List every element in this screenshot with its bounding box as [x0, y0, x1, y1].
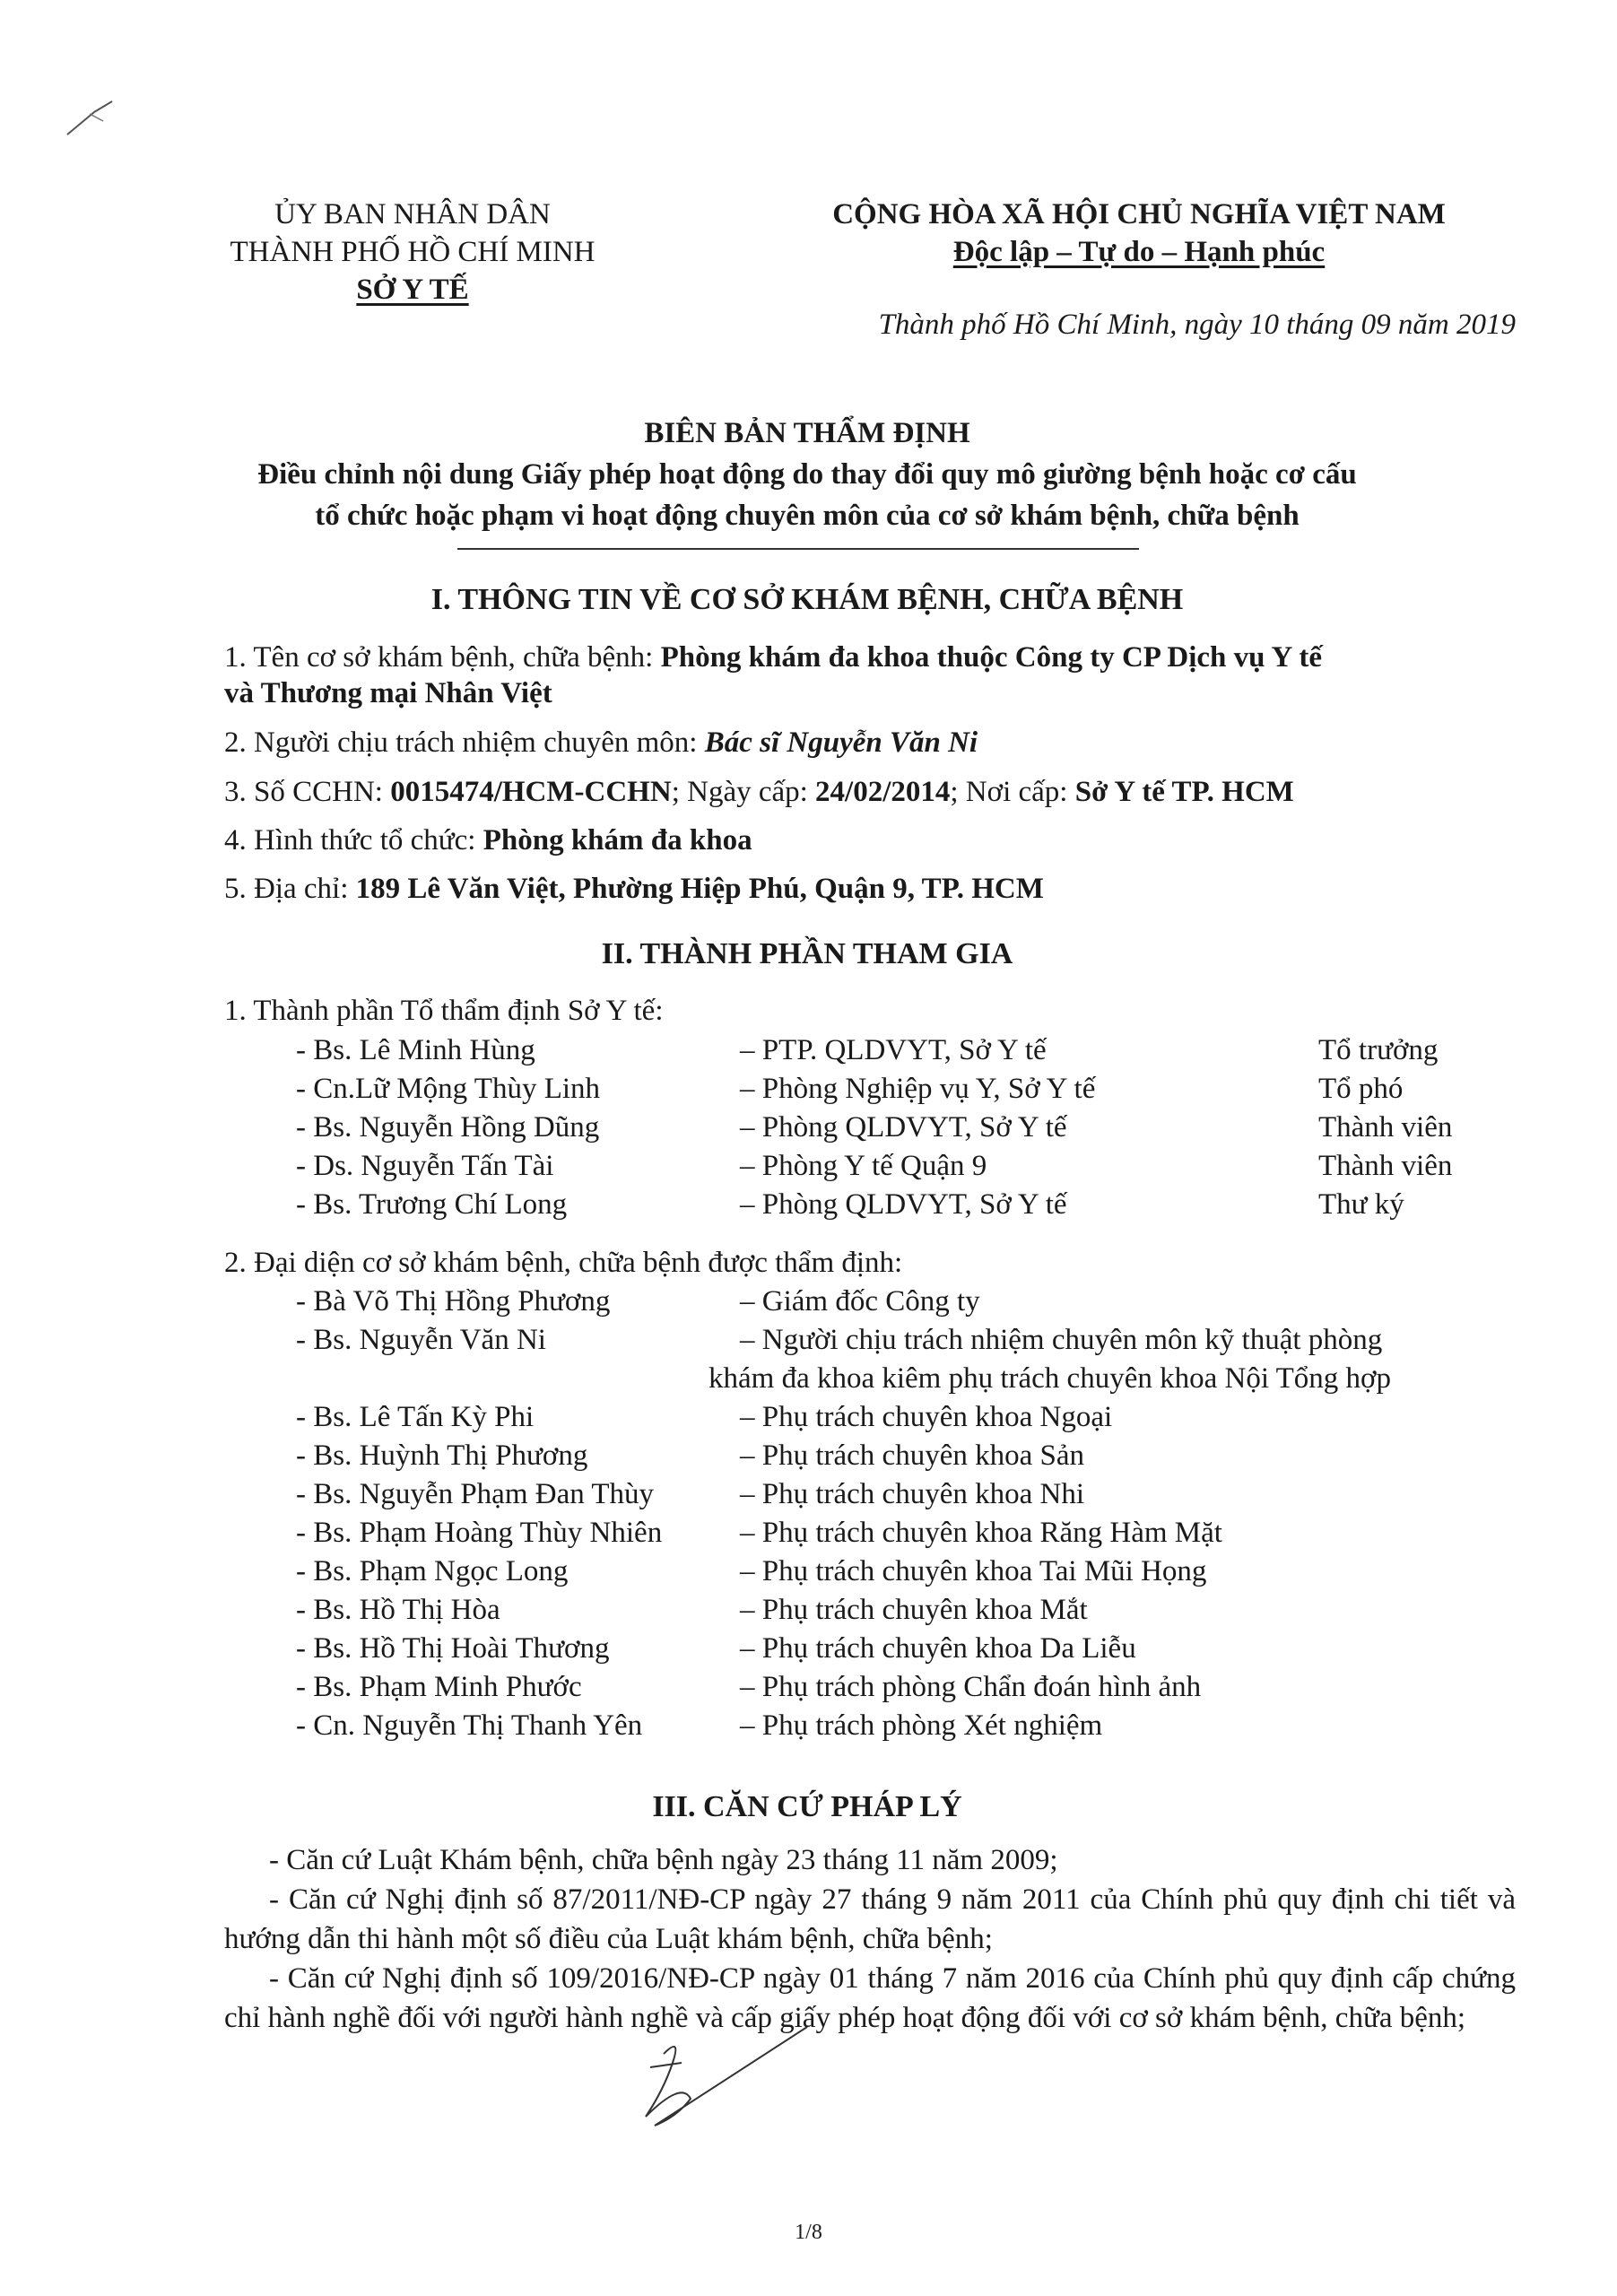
member-position: Tổ trưởng	[1318, 1034, 1439, 1066]
group-2-label: 2. Đại diện cơ sở khám bệnh, chữa bệnh được thẩm định:	[224, 1247, 903, 1279]
page-number: 1/8	[795, 2221, 822, 2244]
member-role: – Phòng QLDVYT, Sở Y tế	[740, 1111, 1067, 1144]
representative-name: - Bà Võ Thị Hồng Phương	[296, 1285, 611, 1318]
issuing-authority	[179, 196, 646, 309]
member-position: Thư ký	[1318, 1188, 1404, 1221]
representative-row	[0, 1668, 1617, 1706]
member-name: - Bs. Lê Minh Hùng	[296, 1034, 535, 1066]
address-value: 189 Lê Văn Việt, Phường Hiệp Phú, Quận 9, TP. HCM	[355, 873, 1044, 905]
section-3-heading: III. CĂN CỨ PHÁP LÝ	[652, 1790, 962, 1823]
representative-name: - Bs. Nguyễn Văn Ni	[296, 1324, 546, 1356]
team-member-row	[0, 1109, 1617, 1146]
representative-name: - Bs. Lê Tấn Kỳ Phi	[296, 1401, 535, 1433]
representative-name: - Bs. Huỳnh Thị Phương	[296, 1439, 588, 1472]
title-sub-1: Điều chỉnh nội dung Giấy phép hoạt động do thay đổi quy mô giường bệnh hoặc cơ cấu	[257, 458, 1357, 491]
representative-name: - Bs. Hồ Thị Hoài Thương	[296, 1632, 610, 1665]
legal-basis-2: - Căn cứ Nghị định số 87/2011/NĐ-CP ngày 27 tháng 9 năm 2011 của Chính phủ quy định chi tiết và hướng dẫn thi hành một số điều của Luật khám bệnh, chữa bệnh;	[224, 1883, 1516, 1955]
member-position: Thành viên	[1318, 1111, 1453, 1144]
member-position: Tổ phó	[1318, 1073, 1404, 1105]
representative-role-cont: khám đa khoa kiêm phụ trách chuyên khoa Nội Tổng hợp	[709, 1362, 1391, 1395]
representative-name: - Cn. Nguyễn Thị Thanh Yên	[296, 1709, 643, 1742]
initials-signature-icon	[628, 2018, 843, 2144]
representative-row	[0, 1630, 1617, 1667]
member-role: – Phòng QLDVYT, Sở Y tế	[740, 1188, 1067, 1221]
team-member-row	[0, 1070, 1617, 1108]
facility-address	[224, 871, 1516, 907]
representative-name: - Bs. Phạm Ngọc Long	[296, 1555, 569, 1587]
representative-row	[0, 1398, 1617, 1436]
facility-name-value-cont: và Thương mại Nhân Việt	[224, 677, 552, 709]
representative-role: – Phụ trách chuyên khoa Răng Hàm Mặt	[740, 1517, 1222, 1549]
representative-row	[0, 1591, 1617, 1629]
team-member-row	[0, 1031, 1617, 1069]
responsible-person-value: Bác sĩ Nguyễn Văn Ni	[704, 726, 978, 759]
organization-form-label: 4. Hình thức tổ chức:	[224, 824, 483, 857]
responsible-person-label: 2. Người chịu trách nhiệm chuyên môn:	[224, 726, 705, 759]
member-name: - Bs. Trương Chí Long	[296, 1188, 568, 1221]
member-name: - Cn.Lữ Mộng Thùy Linh	[296, 1073, 601, 1105]
team-member-row	[0, 1186, 1617, 1223]
facility-name-value: Phòng khám đa khoa thuộc Công ty CP Dịch vụ Y tế	[660, 641, 1322, 674]
representative-row	[0, 1283, 1617, 1320]
team-member-row	[0, 1147, 1617, 1185]
legal-basis-1: - Căn cứ Luật Khám bệnh, chữa bệnh ngày 23 tháng 11 năm 2009;	[269, 1844, 1058, 1876]
representative-name: - Bs. Phạm Minh Phước	[296, 1671, 582, 1703]
member-position: Thành viên	[1318, 1150, 1453, 1182]
representative-name: - Bs. Hồ Thị Hòa	[296, 1594, 500, 1626]
representative-row	[0, 1552, 1617, 1590]
representative-role: – Phụ trách phòng Chẩn đoán hình ảnh	[740, 1671, 1202, 1703]
member-name: - Bs. Nguyễn Hồng Dũng	[296, 1111, 600, 1144]
representative-role: – Phụ trách chuyên khoa Ngoại	[740, 1401, 1113, 1433]
representative-row	[0, 1321, 1617, 1359]
document-date: Thành phố Hồ Chí Minh, ngày 10 tháng 09 năm 2019	[878, 309, 1516, 341]
representative-role: – Phụ trách chuyên khoa Tai Mũi Họng	[740, 1555, 1207, 1587]
authority-line-3: SỞ Y TẾ	[356, 274, 469, 306]
group-1-label: 1. Thành phần Tổ thẩm định Sở Y tế:	[224, 995, 664, 1027]
license-place-label: ; Nơi cấp:	[950, 776, 1075, 808]
country-name: CỘNG HÒA XÃ HỘI CHỦ NGHĨA VIỆT NAM	[832, 198, 1446, 230]
member-role: – Phòng Nghiệp vụ Y, Sở Y tế	[740, 1073, 1096, 1105]
responsible-person	[224, 725, 1516, 761]
license-date-label: ; Ngày cấp:	[671, 776, 816, 808]
title-divider	[457, 548, 1139, 550]
representative-role: – Phụ trách phòng Xét nghiệm	[740, 1709, 1103, 1742]
section-1-heading: I. THÔNG TIN VỀ CƠ SỞ KHÁM BỆNH, CHỮA BỆNH	[430, 583, 1184, 616]
representative-role: – Phụ trách chuyên khoa Nhi	[740, 1478, 1084, 1510]
representative-row-cont	[0, 1360, 1617, 1397]
representative-row	[0, 1514, 1617, 1552]
representative-row	[0, 1475, 1617, 1513]
motto: Độc lập – Tự do – Hạnh phúc	[952, 236, 1326, 268]
representative-role: – Người chịu trách nhiệm chuyên môn kỹ thuật phòng	[740, 1324, 1383, 1356]
representative-name: - Bs. Nguyễn Phạm Đan Thùy	[296, 1478, 655, 1510]
representative-role: – Phụ trách chuyên khoa Mắt	[740, 1594, 1088, 1626]
representative-role: – Phụ trách chuyên khoa Sản	[740, 1439, 1084, 1472]
license-info	[224, 774, 1516, 810]
license-number-label: 3. Số CCHN:	[224, 776, 391, 808]
organization-form-value: Phòng khám đa khoa	[482, 824, 752, 857]
facility-name	[224, 639, 1516, 711]
national-motto	[744, 196, 1534, 271]
address-label: 5. Địa chỉ:	[224, 873, 356, 905]
organization-form	[224, 822, 1516, 858]
member-name: - Ds. Nguyễn Tấn Tài	[296, 1150, 554, 1182]
representative-role: – Phụ trách chuyên khoa Da Liễu	[740, 1632, 1136, 1665]
representative-row	[0, 1437, 1617, 1474]
license-date-value: 24/02/2014	[815, 776, 951, 808]
member-role: – PTP. QLDVYT, Sở Y tế	[740, 1034, 1047, 1066]
title-main: BIÊN BẢN THẨM ĐỊNH	[644, 417, 970, 449]
document-title	[179, 413, 1435, 536]
representative-role: – Giám đốc Công ty	[740, 1285, 980, 1318]
authority-line-1: ỦY BAN NHÂN DÂN	[274, 198, 551, 230]
section-2-heading: II. THÀNH PHẦN THAM GIA	[601, 937, 1013, 970]
title-sub-2: tổ chức hoặc phạm vi hoạt động chuyên môn của cơ sở khám bệnh, chữa bệnh	[315, 500, 1300, 532]
representative-name: - Bs. Phạm Hoàng Thùy Nhiên	[296, 1517, 663, 1549]
legal-basis-3: - Căn cứ Nghị định số 109/2016/NĐ-CP ngày 01 tháng 7 năm 2016 của Chính phủ quy định cấp chứng chỉ hành nghề đối với người hành nghề và cấp giấy phép hoạt động đối với cơ sở khám bệnh, chữa bệnh;	[224, 1962, 1516, 2034]
license-number-value: 0015474/HCM-CCHN	[390, 776, 672, 808]
representative-row	[0, 1707, 1617, 1744]
pen-mark-icon	[63, 94, 117, 139]
facility-name-label: 1. Tên cơ sở khám bệnh, chữa bệnh:	[224, 641, 661, 674]
authority-line-2: THÀNH PHỐ HỒ CHÍ MINH	[230, 236, 596, 268]
license-place-value: Sở Y tế TP. HCM	[1074, 776, 1294, 808]
member-role: – Phòng Y tế Quận 9	[740, 1150, 987, 1182]
